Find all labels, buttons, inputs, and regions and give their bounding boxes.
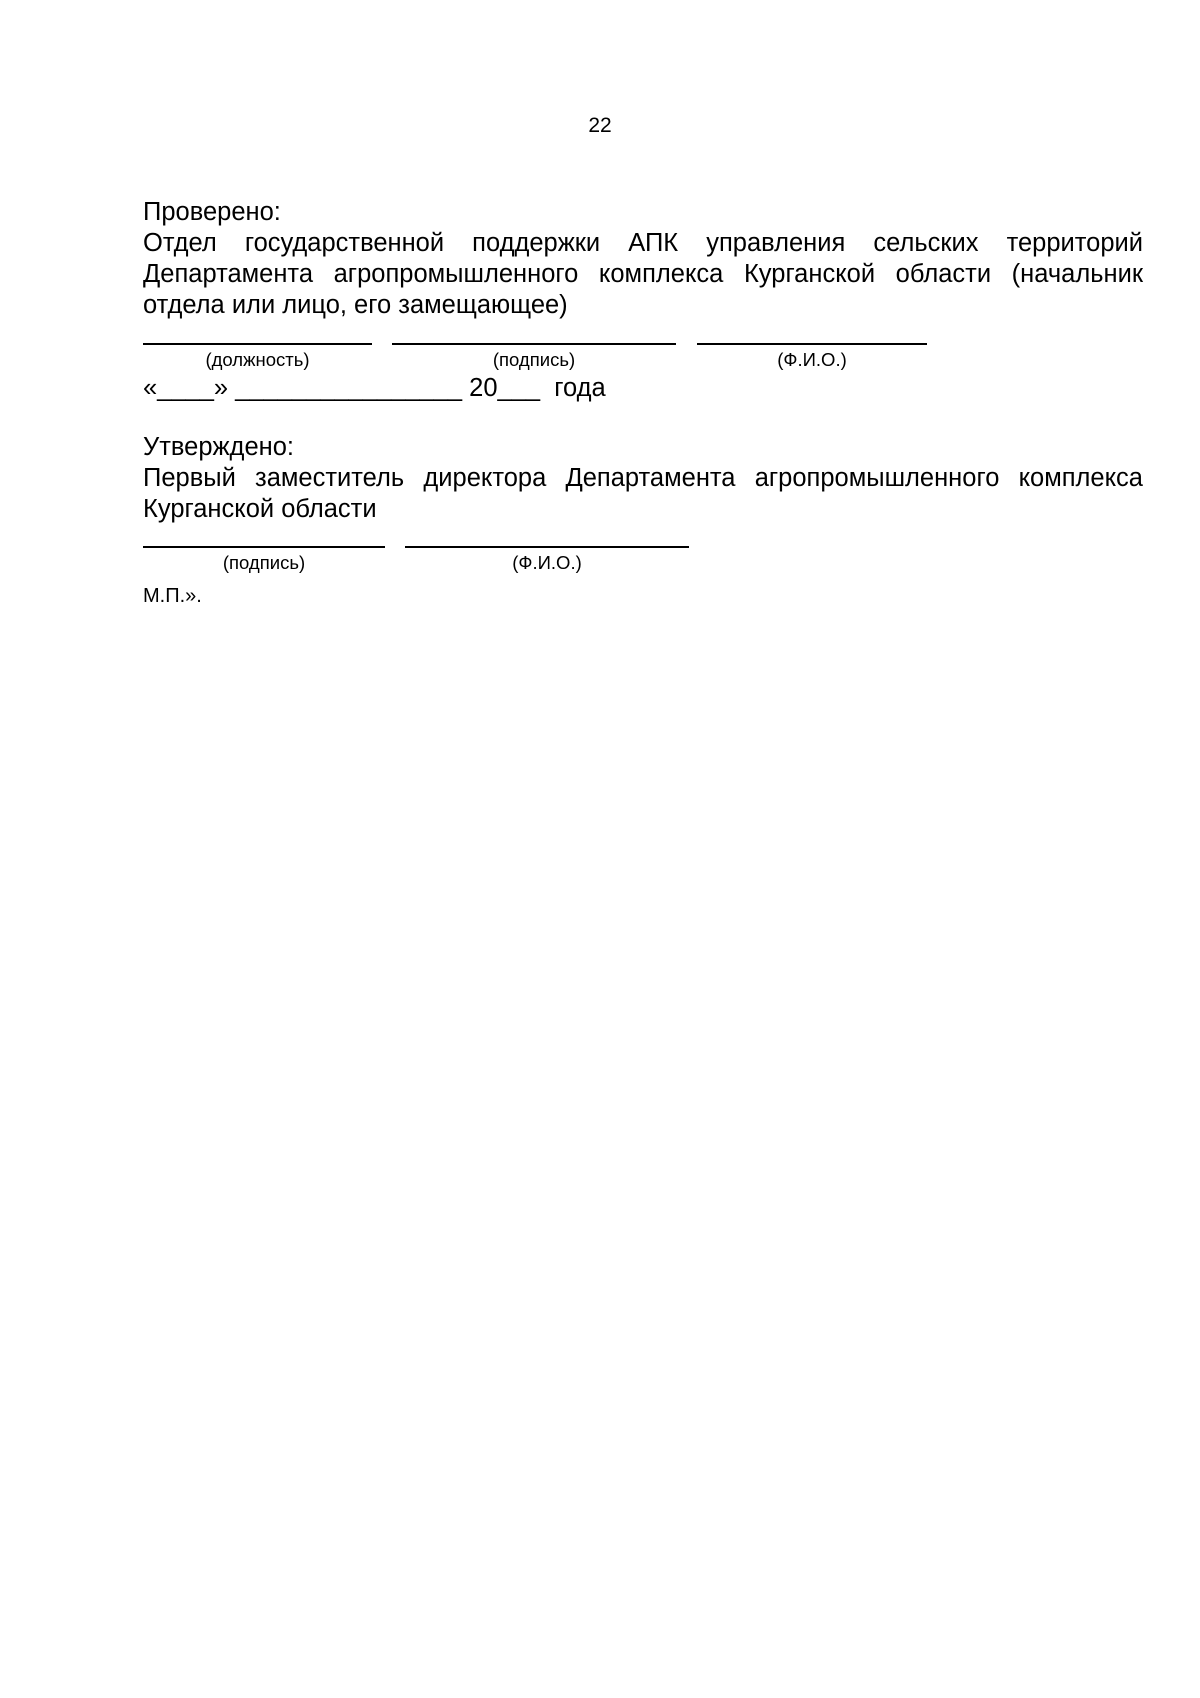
approved-heading: Утверждено: [143, 433, 294, 461]
approved-signature-row [143, 546, 1143, 606]
approved-signature-blank-line [143, 546, 385, 548]
page-number: 22 [588, 114, 612, 137]
name-blank-line [697, 343, 927, 345]
checked-heading: Проверено: [143, 198, 281, 226]
checked-section [143, 197, 1143, 321]
approved-section [143, 432, 1143, 525]
approved-body: Первый заместитель директора Департамента агропромышленного комплекса Курганской области [143, 464, 1143, 523]
approved-name-blank-line [405, 546, 689, 548]
seal-mark: М.П.». [143, 585, 202, 607]
checked-body: Отдел государственной поддержки АПК управления сельских территорий Департамента агропромышленного комплекса Курганской области (начальник отдела или лицо, его замещающее) [143, 229, 1143, 319]
name-caption: (Ф.И.О.) [777, 349, 847, 370]
signature-blank-line [392, 343, 676, 345]
approved-name-caption: (Ф.И.О.) [512, 552, 582, 573]
position-caption: (должность) [205, 349, 310, 370]
approved-signature-caption: (подпись) [222, 552, 306, 573]
date-line: «____» ________________ 20___ года [143, 374, 606, 402]
signature-caption: (подпись) [492, 349, 576, 370]
position-blank-line [143, 343, 372, 345]
